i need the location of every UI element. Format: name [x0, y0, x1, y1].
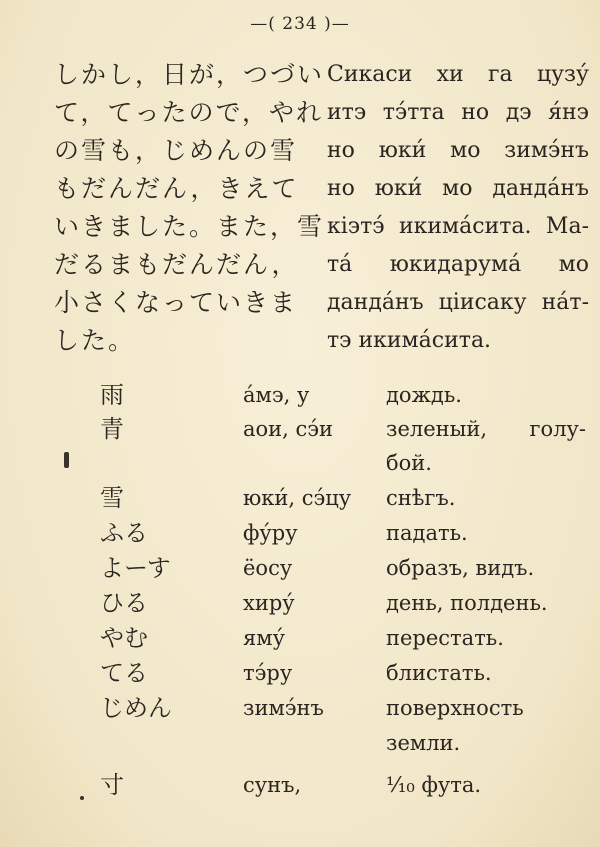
vocab-row-continuation	[0, 448, 600, 482]
vocab-row	[0, 770, 600, 804]
vocab-row	[0, 588, 600, 622]
vocab-reading: яму́	[243, 626, 285, 650]
vocab-meaning: перестать.	[386, 626, 504, 650]
transliteration-text-block	[327, 56, 589, 360]
vocab-meaning-continuation: земли.	[386, 731, 461, 755]
vocab-meaning-continuation: бой.	[386, 451, 432, 475]
vocab-reading: аои, сэ́и	[243, 417, 334, 441]
japanese-text-line: て，てったので，やれ	[54, 98, 324, 127]
vocab-reading: фу́ру	[243, 521, 298, 545]
vocab-meaning: день, полдень.	[386, 591, 548, 615]
japanese-text-line: した。	[54, 326, 136, 355]
japanese-text-block	[54, 56, 325, 360]
transliteration-line: данда́нъ ціисаку на́т-	[327, 290, 589, 315]
vocab-meaning: дождь.	[386, 383, 462, 407]
vocab-word: やむ	[100, 624, 148, 652]
vocab-meaning: снѣгъ.	[386, 486, 456, 510]
vocab-row	[0, 658, 600, 692]
vocab-word: 寸	[100, 771, 124, 799]
vocab-reading: а́мэ, у	[243, 383, 310, 407]
vocab-row	[0, 518, 600, 552]
japanese-text-line: の雪も，じめんの雪	[54, 136, 298, 165]
vocab-word: じめん	[100, 694, 172, 722]
vocab-reading: ёосу	[243, 556, 293, 580]
vocab-reading: зимэ́нъ	[243, 696, 324, 720]
vocab-word: 雨	[100, 381, 124, 409]
vocab-meaning: падать.	[386, 521, 468, 545]
vocab-reading: юки́, сэ́цу	[243, 486, 352, 510]
vocab-meaning: блистать.	[386, 661, 492, 685]
vocab-reading: хиру́	[243, 591, 295, 615]
vocab-row	[0, 623, 600, 657]
vocab-row	[0, 380, 600, 414]
vocab-word: 雪	[100, 484, 124, 512]
vocab-meaning: зеленый, голу-	[386, 417, 586, 441]
vocab-meaning: образъ, видъ.	[386, 556, 535, 580]
japanese-text-line: だるまもだんだん，	[54, 250, 299, 279]
vocab-meaning: ¹⁄₁₀ фута.	[386, 773, 482, 797]
transliteration-line: кіэтэ́ икима́сита. Ма-	[327, 214, 589, 239]
vocab-word: 青	[100, 415, 124, 443]
japanese-text-line: しかし，日が，つづい	[54, 60, 325, 89]
transliteration-line: итэ тэ́тта но дэ я́нэ	[327, 100, 589, 125]
japanese-text-line: もだんだん，きえて	[54, 174, 299, 203]
vocab-word: よーす	[100, 554, 171, 582]
transliteration-line: Сикаси хи га цузу́	[327, 62, 589, 87]
vocab-row	[0, 483, 600, 517]
vocab-reading: тэ́ру	[243, 661, 293, 685]
japanese-text-line: いきました。また，雪	[54, 212, 325, 241]
vocab-row	[0, 693, 600, 727]
vocab-reading: сунъ,	[243, 773, 302, 797]
vocab-word: ふる	[100, 519, 148, 547]
vocab-word: ひる	[100, 589, 148, 617]
vocab-meaning: поверхность	[386, 696, 524, 720]
transliteration-line: тэ икима́сита.	[327, 328, 492, 353]
page-number: —( 234 )—	[250, 14, 350, 34]
japanese-text-line: 小さくなっていきま	[54, 288, 298, 317]
transliteration-line: но юки́ мо данда́нъ	[327, 176, 589, 201]
vocab-word: てる	[100, 659, 148, 687]
vocab-row	[0, 414, 600, 448]
vocab-row-continuation	[0, 728, 600, 762]
vocab-row	[0, 553, 600, 587]
transliteration-line: та́ юкидарума́ мо	[327, 252, 589, 277]
transliteration-line: но юки́ мо зимэ́нъ	[327, 138, 589, 163]
